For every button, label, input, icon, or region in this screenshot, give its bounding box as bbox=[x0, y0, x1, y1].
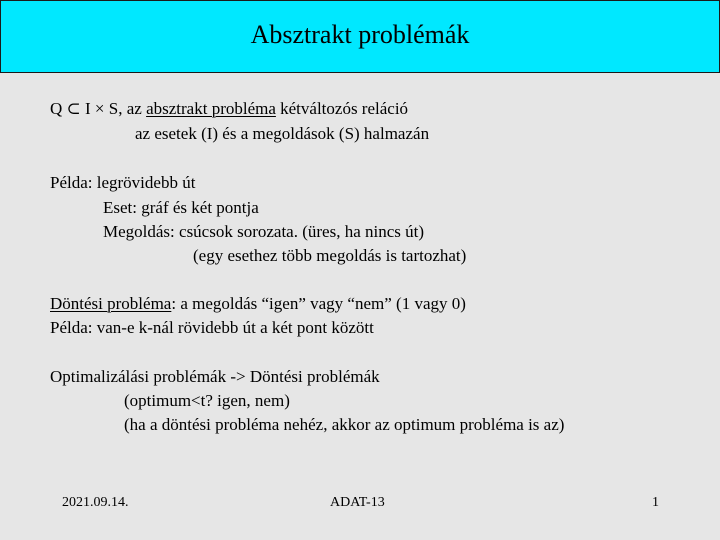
slide-title: Absztrakt problémák bbox=[250, 20, 470, 49]
decision-suffix: : a megoldás “igen” vagy “nem” (1 vagy 0) bbox=[171, 294, 466, 313]
optimization-line-1: Optimalizálási problémák -> Döntési problémák bbox=[50, 367, 380, 386]
abstract-problem-term: absztrakt probléma bbox=[146, 99, 276, 118]
definition-line-1 bbox=[50, 99, 408, 119]
decision-problem-term: Döntési probléma bbox=[50, 294, 172, 313]
footer-date: 2021.09.14. bbox=[62, 495, 129, 510]
example-line-1: Példa: legrövidebb út bbox=[50, 173, 196, 192]
definition-line-2: az esetek (I) és a megoldások (S) halmazán bbox=[135, 124, 430, 143]
footer-center: ADAT-13 bbox=[330, 495, 385, 510]
definition-suffix: kétváltozós reláció bbox=[275, 99, 409, 118]
decision-line bbox=[50, 294, 466, 314]
example-line-3: Megoldás: csúcsok sorozata. (üres, ha nincs út) bbox=[103, 222, 425, 241]
example-line-2: Eset: gráf és két pontja bbox=[103, 198, 259, 217]
page-number: 1 bbox=[652, 495, 659, 510]
optimization-line-3: (ha a döntési probléma nehéz, akkor az optimum probléma is az) bbox=[124, 415, 565, 434]
decision-example: Példa: van-e k-nál rövidebb út a két pont között bbox=[50, 318, 374, 337]
definition-prefix: Q ⊂ I × S, az bbox=[50, 99, 147, 118]
example-line-4: (egy esethez több megoldás is tartozhat) bbox=[193, 246, 467, 265]
optimization-line-2: (optimum<t? igen, nem) bbox=[124, 391, 290, 410]
